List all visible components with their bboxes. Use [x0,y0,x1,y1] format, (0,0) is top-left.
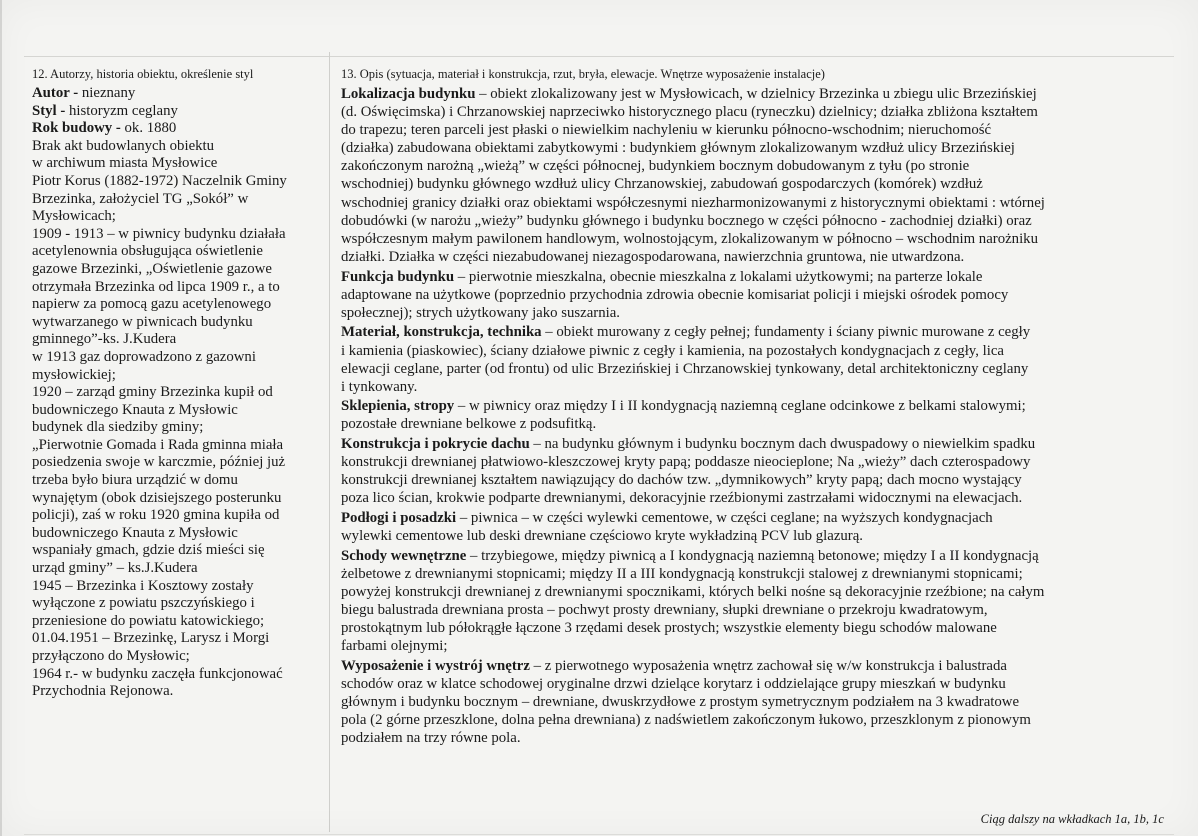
section-text: – z pierwotnego wyposażenia wnętrz zachował się w/w konstrukcja i balustrada [529,658,1007,675]
section-text: – trzybiegowe, między piwnicą a I kondygnacją naziemną betonowe; między I a II kondygnacją [466,547,1039,564]
section-line: powyżej konstrukcji drewnianej z drewnianymi spocznikami, których belki nośne są dekoracyjnie rzeźbione; na całym [341,584,1045,601]
section-line: schodów oraz w klatce schodowej oryginalne drzwi dzielące korytarz i oddzielające grupy mieszkań w budynku [341,676,1006,693]
section-line: konstrukcji drewnianej płatwiowo-kleszczowej kryty papą; poddasze nieocieplone; Na „wieży” dach czterospadowy [341,454,1031,471]
section-text: – w piwnicy oraz między I i II kondygnacją naziemną ceglane odcinkowe z belkami stalowymi; [454,398,1026,415]
history-line: wspaniały gmach, gdzie dziś mieści się [32,542,265,559]
history-line: Przychodnia Rejonowa. [32,683,174,700]
section-text: – obiekt zlokalizowany jest w Mysłowicach, w dzielnicy Brzezinka u zbiegu ulic Brzezińskiej [475,86,1037,102]
section-line: konstrukcji drewnianej kształtem nawiązujący do dachów tzw. „dymnikowych” kryty papą; dach mocno wystający [341,472,1022,489]
section-line: dobudówki (w narożu „wieży” budynku głównego i budynku bocznego w części północno - zachodniej działki) oraz [341,212,1032,229]
section-first-line [341,397,1177,415]
section-text: – pierwotnie mieszkalna, obecnie mieszkalna z lokalami użytkowymi; na parterze lokale [454,268,983,285]
entry-value: historyzm ceglany [69,102,178,119]
right-column-description [341,66,1177,749]
history-line: wyłączone z powiatu pszczyńskiego i [32,595,255,612]
section-line: działki. Działka w części niezabudowanej niezagospodarowana, nawierzchnia gruntowa, nie utwardzona. [341,248,965,265]
section-line: pola (2 górne przeszklone, dolna pełna drewniana) z nadświetlem zakończonym łukowo, przeszklonym z pionowym [341,712,1031,729]
description-section [341,657,1177,747]
section-text: – piwnica – w części wylewki cementowe, w części ceglane; na wyższych kondygnacjach [456,510,993,527]
section-first-line [341,85,1177,103]
history-lines [32,138,322,701]
bottom-rule [24,834,1174,835]
history-line: acetylenownia obsługująca oświetlenie [32,243,263,260]
section-label: Sklepienia, stropy [341,398,455,415]
section-line: podziałem na trzy równe pola. [341,730,521,747]
section-line: (d. Oświęcimska) i Chrzanowskiej naprzeciwko historycznego placu (ryneczku) dzielnicy; działka zbliżona kształtem [341,104,1038,121]
section-first-line [341,547,1177,565]
section-text: – na budynku głównym i budynku bocznym dach dwuspadowy o niewielkim spadku [529,436,1036,453]
history-line: trzeba było biura urządzić w domu [32,472,238,489]
section-label: Funkcja budynku [341,268,455,285]
top-rule [24,56,1174,57]
section-line: żelbetowe z drewnianymi stopnicami; między II a III kondygnacją konstrukcji stalowej z drewnianymi stopnicami; [341,566,1023,582]
entry-label: Autor - [32,85,82,101]
section-line: biegu balustrada drewniana prosta – pochwyt prosty drewniany, słupki drewniane o przekroju kwadratowym, [341,602,988,619]
history-line: mysłowickiej; [32,366,116,383]
section-line: (działka) zabudowana obiektami zabytkowymi : budynkiem głównym zlokalizowanym wzdłuż ulicy Brzezińskiej [341,140,1015,157]
section-first-line [341,268,1177,286]
history-line: budynek dla siedziby gminy; [32,419,204,436]
entry-label: Styl - [32,102,69,119]
description-section [341,435,1177,507]
entry-build-year [32,120,322,138]
history-line: budowniczego Knauta z Mysłowic [32,401,238,418]
section-line: wylewki cementowe lub deski drewniane częściowo kryte wykładziną PCV lub glazurą. [341,528,863,545]
section-line: zakończonym narożną „wieżą” w części północnej, budynkiem bocznym dobudowanym z tyłu (po stronie [341,158,970,175]
history-line: otrzymała Brzezinka od lipca 1909 r., a to [32,278,280,295]
section-text: – obiekt murowany z cegły pełnej; fundamenty i ściany piwnic murowane z cegły [541,324,1031,341]
section-first-line [341,323,1177,341]
description-section [341,509,1177,545]
section-line: farbami olejnymi; [341,638,448,655]
section-first-line [341,657,1177,675]
history-line: 1945 – Brzezinka i Kosztowy zostały [32,577,254,594]
history-line: 01.04.1951 – Brzezinkę, Larysz i Morgi [32,630,270,647]
section-label: Wyposażenie i wystrój wnętrz [341,658,530,675]
section-line: wschodniej granicy działki oraz obiektami współczesnymi niezharmonizowanymi z historycznymi obiektami : wtórnej [341,194,1045,211]
description-section [341,85,1177,266]
section-label: Schody wewnętrzne [341,547,467,564]
section-label: Podłogi i posadzki [341,510,457,527]
section-line: wschodniej) budynku głównego wzdłuż ulicy Chrzanowskiej, zabudowań gospodarczych (komórek) wzdłuż [341,176,983,193]
section-label: Konstrukcja i pokrycie dachu [341,436,530,453]
history-line: w archiwum miasta Mysłowice [32,155,218,172]
description-section [341,547,1177,656]
history-line: Mysłowicach; [32,208,116,225]
section-first-line [341,509,1177,527]
history-line: gazowe Brzezinki, „Oświetlenie gazowe [32,260,272,277]
section-line: elewacji ceglane, parter (od frontu) od ulic Brzezińskiej i Chrzanowskiej tynkowany, detal architektoniczny ceglany [341,360,1029,377]
section-line: i tynkowany. [341,378,418,395]
history-line: przeniesione do powiatu katowickiego; [32,612,265,629]
section-line: społecznej); strych użytkowany jako suszarnia. [341,304,620,321]
continuation-note: Ciąg dalszy na wkładkach 1a, 1b, 1c [980,812,1164,826]
history-line: budowniczego Knauta z Mysłowic [32,524,238,541]
history-line: wytwarzanego w piwnicach budynku [32,313,253,330]
entry-style [32,103,322,121]
description-section [341,397,1177,433]
section-line: poza lico ścian, krokwie podparte drewnianymi, dekoracyjnie rzeźbionymi zastrzałami widocznymi na elewacjach. [341,490,1023,507]
section-12-heading: 12. Autorzy, historia obiektu, określenie styl [32,67,254,81]
history-line: „Pierwotnie Gomada i Rada gminna miała [32,436,284,453]
entry-author [32,85,322,103]
entry-label: Rok budowy - [32,120,125,137]
scan-edge-line [0,0,2,836]
section-first-line [341,435,1177,453]
entry-value: nieznany [81,85,136,101]
section-line: i kamienia (piaskowiec), ściany działowe piwnic z cegły i kamienia, na pozostałych kondygnacjach z cegły, lica [341,342,1004,359]
history-line: gminnego”-ks. J.Kudera [32,331,177,348]
section-line: głównym i budynku bocznym – drewniane, dwuskrzydłowe z prostym symetrycznym podziałem na 3 kwadratowe [341,694,1020,711]
left-column-history [32,66,322,701]
history-line: napierw za pomocą gazu acetylenowego [32,296,272,313]
description-sections [341,85,1177,748]
history-line: 1909 - 1913 – w piwnicy budynku działała [32,225,286,242]
section-line: do trapezu; teren parceli jest płaski o niewielkim nachyleniu w kierunku północno-wschodnim; nieruchomość [341,122,992,139]
history-line: w 1913 gaz doprowadzono z gazowni [32,348,256,365]
section-line: adaptowane na użytkowe (poprzednio przychodnia zdrowia obecnie komisariat policji i miejski ośrodek pomocy [341,286,1009,303]
history-line: Brzezinka, założyciel TG „Sokół” w [32,190,249,207]
history-line: przyłączono do Mysłowic; [32,648,190,664]
history-line: 1964 r.- w budynku zaczęła funkcjonować [32,665,283,682]
entry-value: ok. 1880 [124,120,177,137]
history-text [32,85,322,701]
history-line: 1920 – zarząd gminy Brzezinka kupił od [32,384,273,401]
history-line: posiedzenia swoje w karczmie, później już [32,454,286,471]
history-line: Brak akt budowlanych obiektu [32,137,215,154]
history-line: policji), zaś w roku 1920 gmina kupiła od [32,507,280,524]
section-label: Materiał, konstrukcja, technika [341,324,542,341]
history-line: wynajętym (obok dzisiejszego posterunku [32,489,282,506]
history-line: urząd gminy” – ks.J.Kudera [32,560,198,577]
history-line: Piotr Korus (1882-1972) Naczelnik Gminy [32,172,287,189]
section-line: pozostałe drewniane belkowe z podsufitką. [341,416,597,433]
section-13-heading: 13. Opis (sytuacja, materiał i konstrukcja, rzut, bryła, elewacje. Wnętrze wyposażenie instalacje) [341,67,825,81]
section-line: współczesnym małym pawilonem handlowym, wolnostojącym, zlokalizowanym w północno – wschodnim narożniku [341,230,1038,247]
section-line: prostokątnym lub półokrągłe łączone 3 rzędami desek prostych; wszystkie elementy biegu schodów malowane [341,620,997,637]
description-section [341,323,1177,395]
column-divider [329,52,330,832]
section-label: Lokalizacja budynku [341,86,476,102]
description-section [341,268,1177,322]
